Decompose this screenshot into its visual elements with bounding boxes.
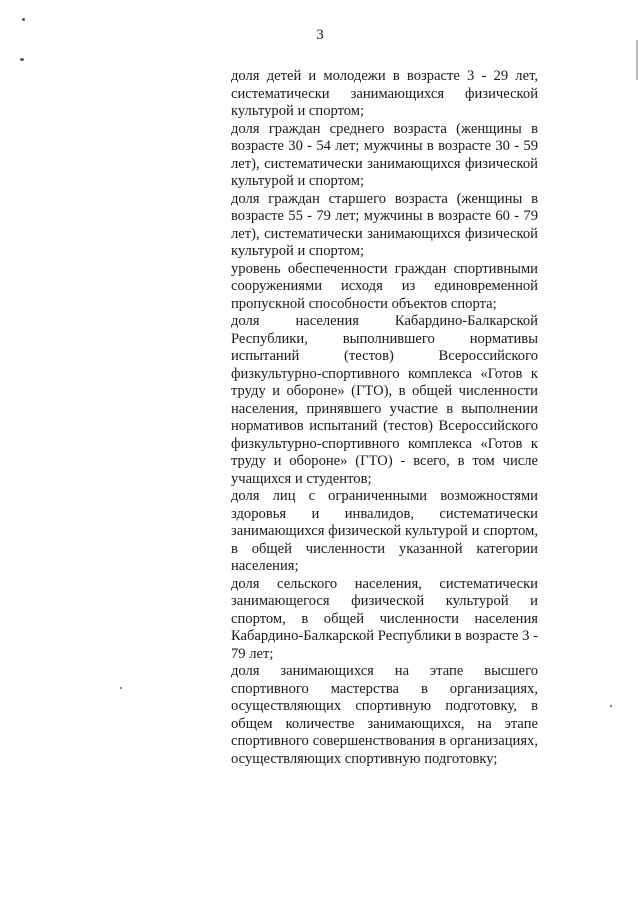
page-number: 3: [316, 27, 324, 43]
list-item: уровень обеспеченности граждан спортивными сооружениями исходя из единовременной пропускной способности объектов спорта;: [231, 260, 538, 312]
list-item: доля граждан старшего возраста (женщины в возрасте 55 - 79 лет; мужчины в возрасте 60 - 79 лет), систематически занимающихся физической культурой и спортом;: [231, 190, 538, 259]
list-item: доля сельского населения, систематически занимающегося физической культурой и спортом, в общей численности населения Кабардино-Балкарской Республики в возрасте 3 - 79 лет;: [231, 575, 538, 662]
scan-artifact: [22, 18, 25, 21]
indicator-list: [231, 68, 538, 768]
scan-artifact: [20, 58, 24, 61]
list-item: доля детей и молодежи в возрасте 3 - 29 лет, систематически занимающихся физической культурой и спортом;: [231, 68, 538, 119]
scan-artifact: [120, 687, 122, 689]
list-item: доля занимающихся на этапе высшего спортивного мастерства в организациях, осуществляющих спортивную подготовку, в общем количестве занимающихся, на этапе спортивного совершенствования в организациях, осуществляющих спортивную подготовку;: [231, 663, 538, 767]
list-item: доля граждан среднего возраста (женщины в возрасте 30 - 54 лет; мужчины в возрасте 30 - 59 лет), систематически занимающихся физической культурой и спортом;: [231, 120, 538, 189]
scan-artifact: [610, 705, 612, 707]
scan-artifact: [636, 40, 638, 80]
list-item: доля лиц с ограниченными возможностями здоровья и инвалидов, систематически занимающихся физической культурой и спортом, в общей численности указанной категории населения;: [231, 488, 538, 574]
list-item: доля населения Кабардино-Балкарской Республики, выполнившего нормативы испытаний (тестов) Всероссийского физкультурно-спортивного комплекса «Готов к труду и обороне» (ГТО), в общей численности населения, принявшего участие в выполнении нормативов испытаний (тестов) Всероссийского физкультурно-спортивного комплекса «Готов к труду и обороне» (ГТО) - всего, в том числе учащихся и студентов;: [231, 313, 538, 487]
